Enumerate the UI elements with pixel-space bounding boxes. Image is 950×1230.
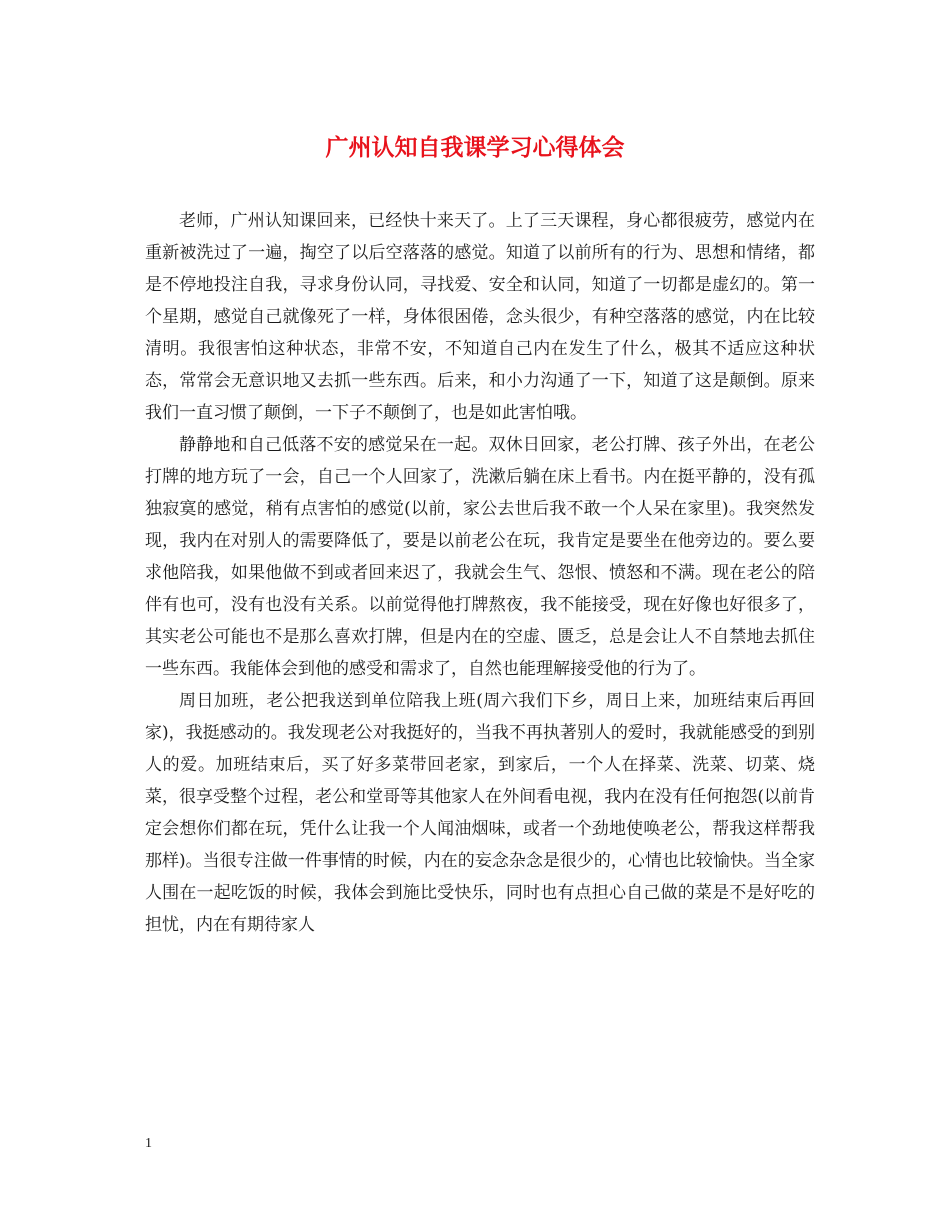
paragraph-1: 老师，广州认知课回来，已经快十来天了。上了三天课程，身心都很疲劳，感觉内在重新被洗过了一遍，掏空了以后空落落的感觉。知道了以前所有的行为、思想和情绪，都是不停地投注自我，寻求身份认同，寻找爱、安全和认同，知道了一切都是虚幻的。第一个星期，感觉自己就像死了一样，身体很困倦，念头很少，有种空落落的感觉，内在比较清明。我很害怕这种状态，非常不安，不知道自己内在发生了什么，极其不适应这种状态，常常会无意识地又去抓一些东西。后来，和小力沟通了一下，知道了这是颠倒。原来我们一直习惯了颠倒，一下子不颠倒了，也是如此害怕哦。: [145, 211, 815, 423]
page-number: 1: [145, 1136, 152, 1151]
page-title: 广州认知自我课学习心得体会: [325, 134, 625, 161]
paragraph-3: 周日加班，老公把我送到单位陪我上班(周六我们下乡，周日上来，加班结束后再回家)，我挺感动的。我发现老公对我挺好的，当我不再执著别人的爱时，我就能感受的到别人的爱。加班结束后，买了好多菜带回老家，到家后，一个人在择菜、洗菜、切菜、烧菜，很享受整个过程，老公和堂哥等其他家人在外间看电视，我内在没有任何抱怨(以前肯定会想你们都在玩，凭什么让我一个人闻油烟味，或者一个劲地使唤老公，帮我这样帮我那样)。当很专注做一件事情的时候，内在的妄念杂念是很少的，心情也比较愉快。当全家人围在一起吃饭的时候，我体会到施比受快乐，同时也有点担心自己做的菜是不是好吃的担忧，内在有期待家人: [145, 691, 815, 935]
document-body: [145, 205, 815, 941]
paragraph-2: 静静地和自己低落不安的感觉呆在一起。双休日回家，老公打牌、孩子外出，在老公打牌的地方玩了一会，自己一个人回家了，洗漱后躺在床上看书。内在挺平静的，没有孤独寂寞的感觉，稍有点害怕的感觉(以前，家公去世后我不敢一个人呆在家里)。我突然发现，我内在对别人的需要降低了，要是以前老公在玩，我肯定是要坐在他旁边的。要么要求他陪我，如果他做不到或者回来迟了，我就会生气、怨恨、愤怒和不满。现在老公的陪伴有也可，没有也没有关系。以前觉得他打牌熬夜，我不能接受，现在好像也好很多了，其实老公可能也不是那么喜欢打牌，但是内在的空虚、匮乏，总是会让人不自禁地去抓住一些东西。我能体会到他的感受和需求了，自然也能理解接受他的行为了。: [145, 435, 815, 679]
